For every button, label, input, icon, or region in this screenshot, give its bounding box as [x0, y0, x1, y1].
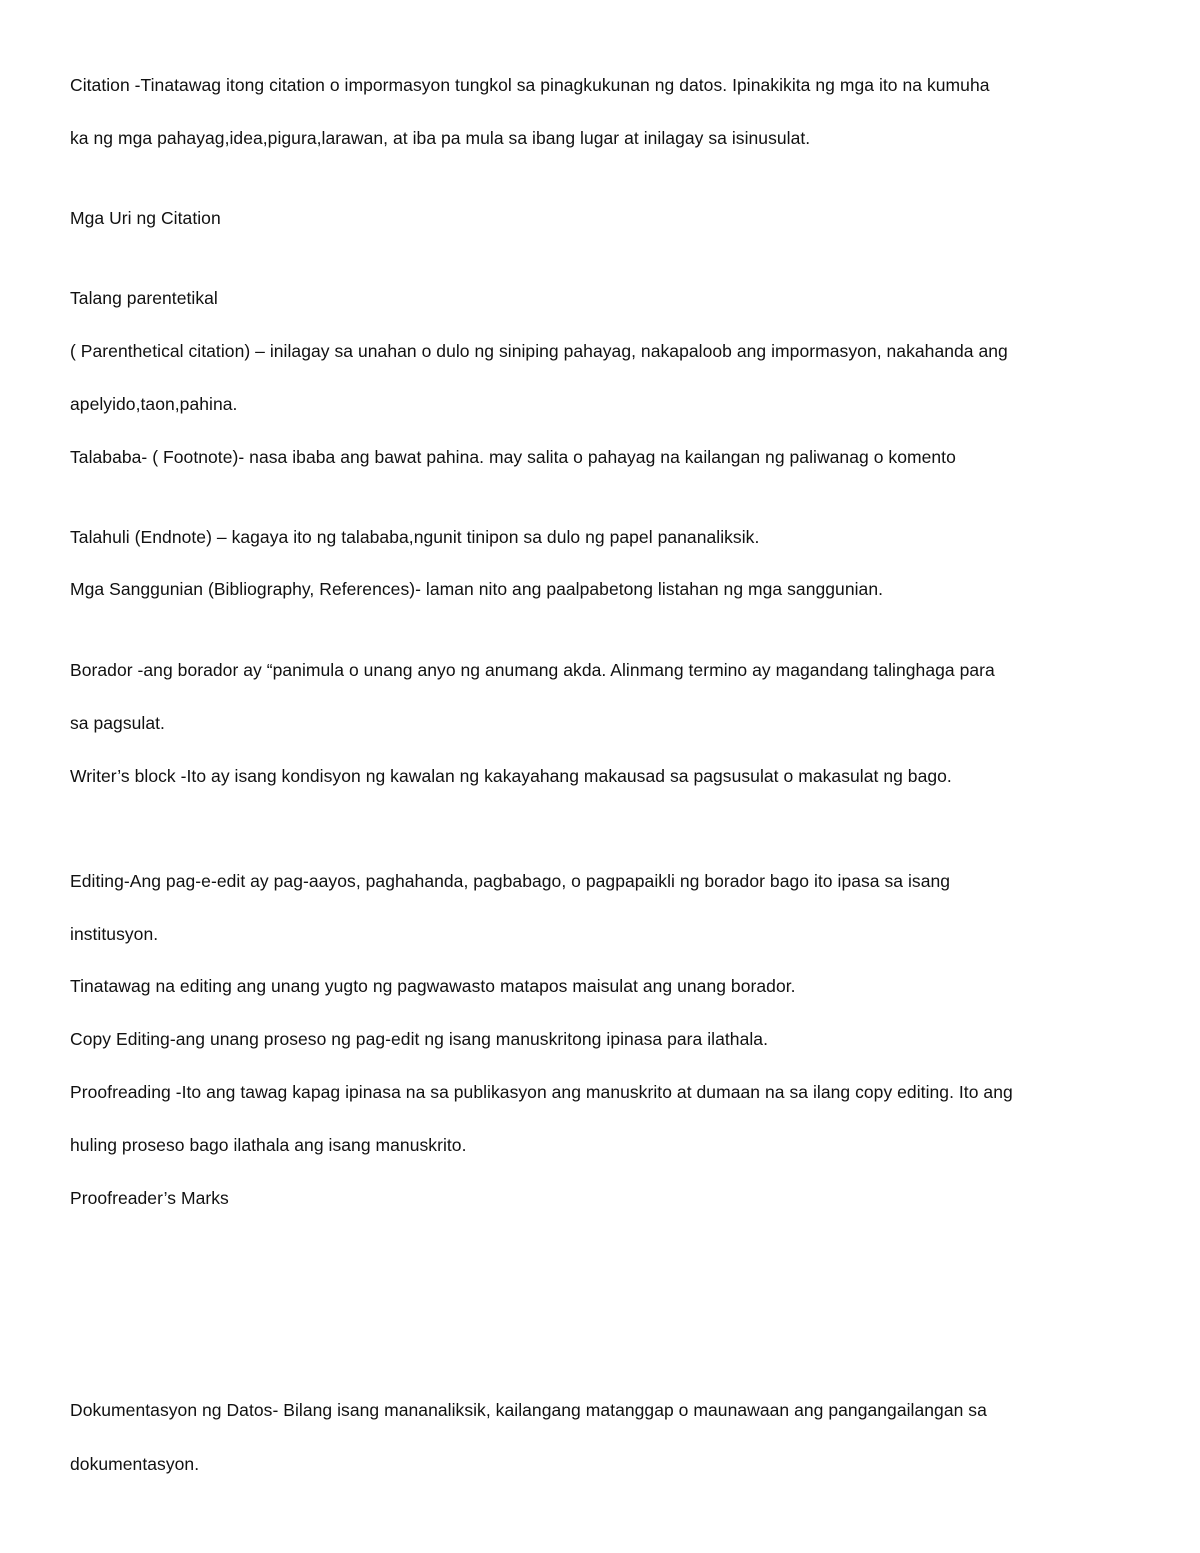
writers-block-line: Writer’s block -Ito ay isang kondisyon ng kawalan ng kakayahang makausad sa pagsusulat o makasulat ng bago. [70, 766, 952, 786]
proofreading-line-1: Proofreading -Ito ang tawag kapag ipinasa na sa publikasyon ang manuskrito at dumaan na sa ilang copy editing. Ito ang [70, 1082, 1013, 1102]
copy-editing-line: Copy Editing-ang unang proseso ng pag-edit ng isang manuskritong ipinasa para ilathala. [70, 1029, 769, 1049]
editing-stage-line: Tinatawag na editing ang unang yugto ng pagwawasto matapos maisulat ang unang borador. [70, 976, 796, 996]
talang-parentetikal-heading: Talang parentetikal [70, 288, 218, 308]
borador-line-1: Borador -ang borador ay “panimula o unang anyo ng anumang akda. Alinmang termino ay magandang talinghaga para [70, 660, 995, 680]
citation-types-heading: Mga Uri ng Citation [70, 208, 221, 228]
talahuli-line: Talahuli (Endnote) – kagaya ito ng talababa,ngunit tinipon sa dulo ng papel pananaliksik. [70, 527, 760, 547]
editing-line-2: institusyon. [70, 924, 159, 944]
borador-line-2: sa pagsulat. [70, 713, 165, 733]
citation-definition-line-2: ka ng mga pahayag,idea,pigura,larawan, at iba pa mula sa ibang lugar at inilagay sa isinusulat. [70, 128, 811, 148]
dokumentasyon-line-1: Dokumentasyon ng Datos- Bilang isang mananaliksik, kailangang matanggap o maunawaan ang pangangailangan sa [70, 1400, 987, 1420]
editing-line-1: Editing-Ang pag-e-edit ay pag-aayos, paghahanda, pagbabago, o pagpapaikli ng borador bago ito ipasa sa isang [70, 871, 951, 891]
talababa-line: Talababa- ( Footnote)- nasa ibaba ang bawat pahina. may salita o pahayag na kailangan ng paliwanag o komento [70, 447, 956, 467]
proofreaders-marks-heading: Proofreader’s Marks [70, 1188, 229, 1208]
citation-definition-line-1: Citation -Tinatawag itong citation o impormasyon tungkol sa pinagkukunan ng datos. Ipinakikita ng mga ito na kumuha [70, 75, 990, 95]
proofreading-line-2: huling proseso bago ilathala ang isang manuskrito. [70, 1135, 467, 1155]
sanggunian-line: Mga Sanggunian (Bibliography, References)- laman nito ang paalpabetong listahan ng mga sanggunian. [70, 579, 884, 599]
parenthetical-citation-line-1: ( Parenthetical citation) – inilagay sa unahan o dulo ng siniping pahayag, nakapaloob ang impormasyon, nakahanda ang [70, 341, 1008, 361]
parenthetical-citation-line-2: apelyido,taon,pahina. [70, 394, 238, 414]
dokumentasyon-line-2: dokumentasyon. [70, 1454, 200, 1474]
